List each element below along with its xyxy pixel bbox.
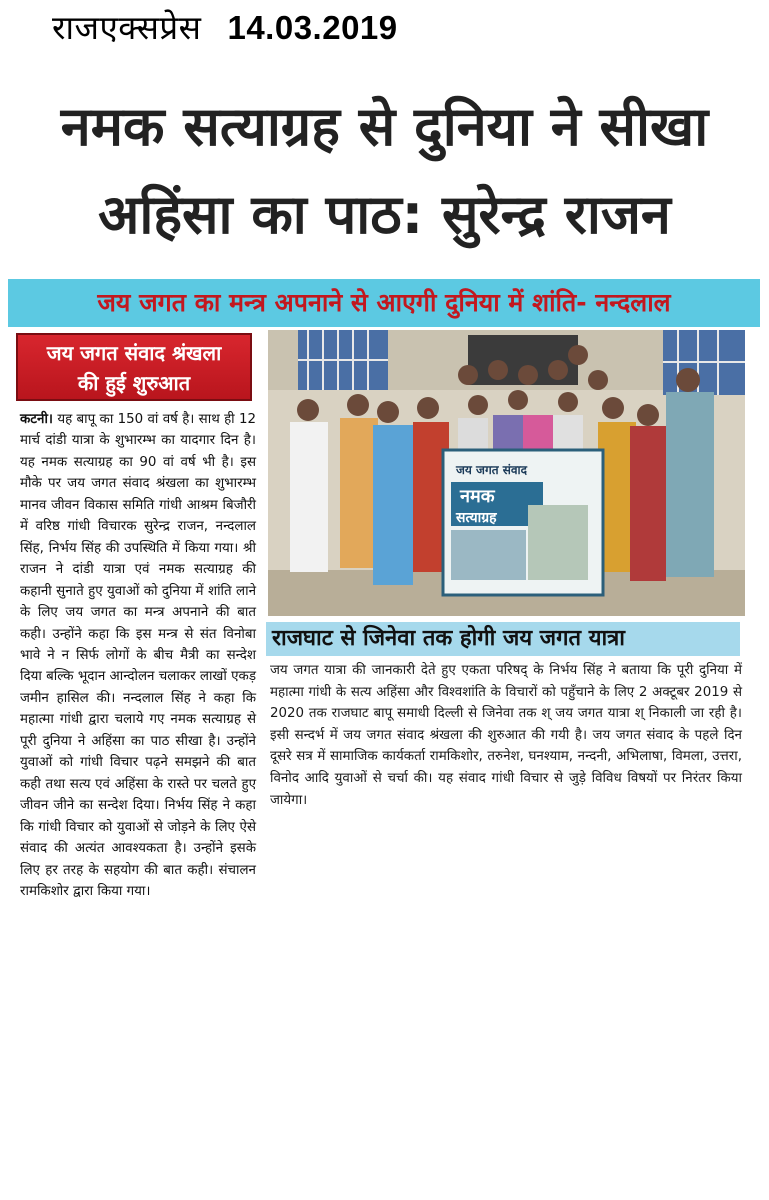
headline-line-2: अहिंसा का पाठ: सुरेन्द्र राजन [98, 183, 671, 246]
dateline: कटनी। [20, 412, 54, 427]
second-story-heading: राजघाट से जिनेवा तक होगी जय जगत यात्रा [266, 622, 740, 656]
banner-text-3: सत्याग्रह [456, 510, 497, 526]
banner-text-2: नमक [460, 486, 495, 507]
group-photo [268, 330, 745, 616]
left-column-body: यह बापू का 150 वां वर्ष है। साथ ही 12 मार्च दांडी यात्रा के शुभारम्भ का यादगार दिन है। यह नमक सत्याग्रह का 90 वां वर्ष भी है। इस मौके पर जय जगत संवाद श्रंखला का शुभारम्भ मानव जीवन विकास समिति गांधी आश्रम बिजौरी में वरिष्ठ गांधी विचारक सुरेन्द्र राजन, नन्दलाल सिंह, निर्भय सिंह की उपस्थिति में किया गया। श्री राजन ने दांडी यात्रा एवं नमक सत्याग्रह की कहानी सुनाते हुए युवाओं को दुनिया में शांति लाने के लिए जय जगत का मन्त्र अपनाने की बात कही। उन्होंने कहा कि इस मन्त्र से संत विनोबा भावे ने न सिर्फ लोगों के बीच मैत्री का सन्देश दिया बल्कि भूदान आन्दोलन चलाकर लाखों एकड़ जमीन हासिल की। नन्दलाल सिंह ने कहा कि महात्मा गांधी द्वारा चलाये गए नमक सत्याग्रह से पूरी दुनिया ने अहिंसा का पाठ सीखा है। उन्होंने युवाओं को गांधी विचार पढ़ने समझने की बात कही तथा सत्य एवं अहिंसा के रास्ते पर चलते हुए जीवन जीने का सन्देश दिया। निर्भय सिंह ने कहा कि गांधी विचार को युवाओं से जोड़ने के लिए ऐसे संवाद की अत्यंत आवश्यकता है। उन्होंने इसके लिए हर तरह के सहयोग की बात कही। संचालन रामकिशोर द्वारा किया गया। [20, 412, 256, 899]
banner-text-1: जय जगत संवाद [456, 463, 527, 477]
group-photo-illustration [268, 330, 745, 616]
left-column-article [20, 409, 256, 902]
publication-date: 14.03.2019 [227, 9, 398, 46]
subheadline: जय जगत का मन्त्र अपनाने से आएगी दुनिया में शांति- नन्दलाल [8, 279, 760, 327]
second-story-body: जय जगत यात्रा की जानकारी देते हुए एकता परिषद् के निर्भय सिंह ने बताया कि पूरी दुनिया में महात्मा गांधी के सत्य अहिंसा और विश्वशांति के विचारों को पहुँचाने के लिए 2 अक्टूबर 2019 से 2020 तक राजघाट बापू समाधी दिल्ली से जिनेवा तक श् जय जगत यात्रा श् निकाली जा रही है। इसी सन्दर्भ में जय जगत संवाद श्रंखला की शुरुआत की गयी है। जय जगत संवाद के पहले दिन दूसरे सत्र में सामाजिक कार्यकर्ता रामकिशोर, तरुनेश, घनश्याम, नन्दनी, अभिलाषा, विमला, उत्तरा, विनोद आदि युवाओं से चर्चा की। यह संवाद गांधी विचार से जुड़े विविध विषयों पर निरंतर किया जायेगा। [270, 663, 742, 808]
masthead [52, 6, 692, 50]
series-box-line-2: की हुई शुरुआत [77, 371, 191, 395]
series-box-line-1: जय जगत संवाद श्रंखला [46, 341, 222, 365]
headline-line-1: नमक सत्याग्रह से दुनिया ने सीखा [60, 95, 709, 158]
newspaper-name: राजएक्सप्रेस [52, 8, 202, 47]
series-box [16, 333, 252, 401]
